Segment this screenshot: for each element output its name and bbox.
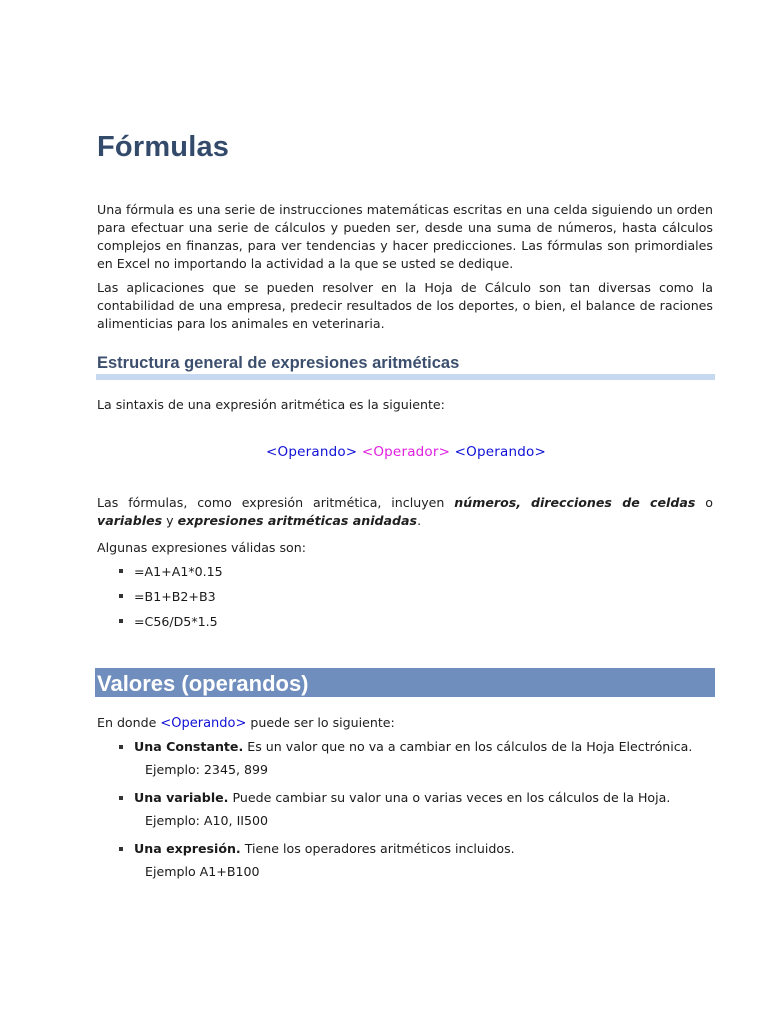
bullet-icon — [119, 745, 123, 749]
operand-type-description: Tiene los operadores aritméticos incluidos. — [240, 841, 515, 856]
section-banner-values — [95, 668, 715, 697]
p3-connector-y: y — [162, 513, 178, 528]
operand-definition-intro — [97, 714, 713, 733]
operand-type-description: Puede cambiar su valor una o varias veces en los cálculos de la Hoja. — [228, 790, 671, 805]
example-expression: =A1+A1*0.15 — [134, 564, 223, 579]
operand-type-term: Una Constante. — [134, 739, 244, 754]
p3-numbers: números, — [454, 495, 522, 510]
page-title: Fórmulas — [97, 131, 230, 163]
where-suffix: puede ser lo siguiente: — [246, 715, 395, 730]
valid-expressions-intro: Algunas expresiones válidas son: — [97, 540, 306, 555]
syntax-operand-right: <Operando> — [454, 444, 546, 460]
operand-type-term: Una variable. — [134, 790, 229, 805]
p3-nested-expressions: expresiones aritméticas anidadas — [177, 513, 418, 528]
list-item — [97, 612, 223, 637]
syntax-operand-left: <Operando> — [265, 444, 358, 460]
p3-variables: variables — [97, 513, 163, 528]
syntax-operator: <Operador> — [361, 444, 451, 460]
example-expression: =C56/D5*1.5 — [134, 614, 218, 629]
bullet-icon — [119, 594, 123, 598]
bullet-icon — [119, 796, 123, 800]
operand-types-list — [97, 737, 692, 890]
p3-text: Las fórmulas, como expresión aritmética, incluyen — [97, 495, 455, 510]
syntax-intro-text: La sintaxis de una expresión aritmética es la siguiente: — [97, 397, 445, 412]
p3-period: . — [417, 513, 422, 528]
intro-paragraph-1: Una fórmula es una serie de instrucciones matemáticas escritas en una celda siguiendo un orden para efectuar una serie de cálculos y pueden ser, desde una suma de números, hasta cálculos complejos en finanzas, para ver tendencias y hacer predicciones. Las fórmulas son primordiales en Excel no importando la actividad a la que se usted se dedique. — [97, 202, 713, 271]
p3-cell-addresses: direcciones de celdas — [530, 495, 696, 510]
operand-type-example: Ejemplo A1+B100 — [145, 864, 260, 879]
list-item — [97, 839, 692, 890]
section-heading-structure: Estructura general de expresiones aritméticas — [97, 354, 460, 372]
operand-type-example: Ejemplo: A10, II500 — [145, 813, 269, 828]
p3-connector-o: o — [695, 495, 713, 510]
list-item — [97, 788, 692, 839]
heading-underline-rule — [96, 374, 715, 380]
bullet-icon — [119, 619, 123, 623]
where-operand: <Operando> — [160, 716, 247, 731]
intro-paragraph-2: Las aplicaciones que se pueden resolver en la Hoja de Cálculo son tan diversas como la contabilidad de una empresa, predecir resultados de los deportes, o bien, el balance de raciones alimenticias para los animales en veterinaria. — [97, 280, 713, 331]
operand-type-description: Es un valor que no va a cambiar en los cálculos de la Hoja Electrónica. — [243, 739, 693, 754]
bullet-icon — [119, 569, 123, 573]
list-item — [97, 737, 692, 788]
list-item — [97, 562, 223, 587]
where-prefix: En donde — [97, 715, 161, 730]
formula-composition-paragraph — [97, 494, 713, 530]
bullet-icon — [119, 847, 123, 851]
operand-type-term: Una expresión. — [134, 841, 241, 856]
example-expression: =B1+B2+B3 — [134, 589, 216, 604]
syntax-expression — [97, 444, 715, 460]
operand-type-example: Ejemplo: 2345, 899 — [145, 762, 269, 777]
example-expressions-list — [97, 562, 223, 637]
banner-title: Valores (operandos) — [97, 671, 309, 696]
list-item — [97, 587, 223, 612]
